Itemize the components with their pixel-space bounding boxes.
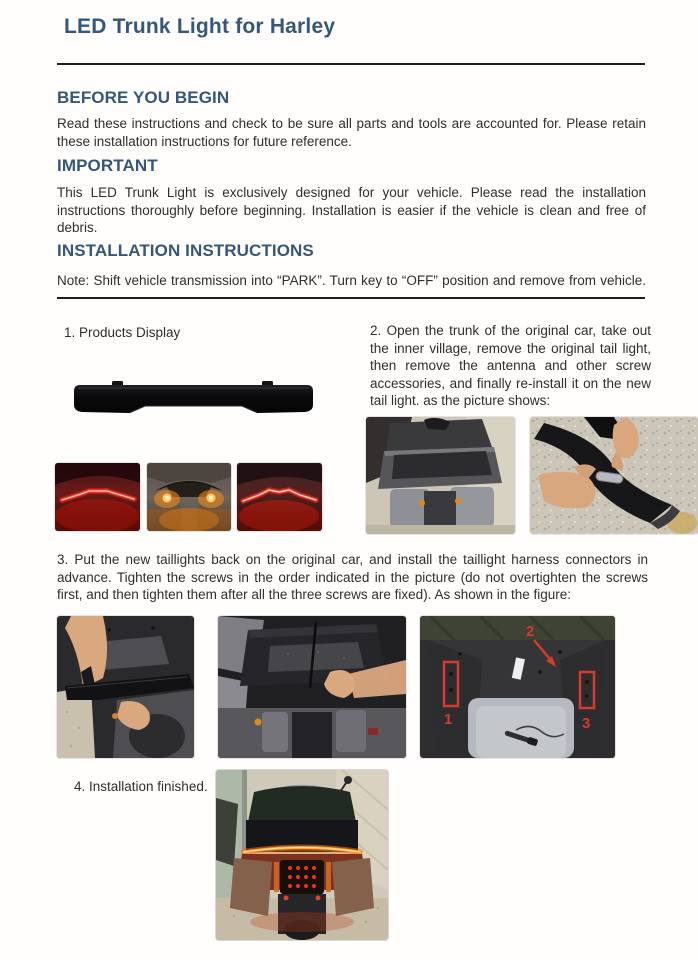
led-demo-amber-photo [147, 463, 231, 531]
step3-text: 3. Put the new taillights back on the original car, and install the taillight harness connectors in advance. Tighten the screws in the order indicated in the picture (do not overtighten the screws first, and then tighten them after all the three screws are fixed). As shown in the figure: [57, 552, 648, 603]
section-heading-before-you-begin: BEFORE YOU BEGIN [57, 88, 230, 107]
divider [57, 63, 645, 65]
step3-photo-screw-order-diagram [420, 616, 615, 758]
screw-order-label-3: 3 [582, 715, 591, 732]
section-heading-important: IMPORTANT [57, 156, 158, 175]
step2-photo-open-trunk [366, 417, 515, 534]
before-you-begin-text: Read these instructions and check to be sure all parts and tools are accounted for. Please retain these installation instructions for future reference. [57, 116, 646, 149]
step2-text: 2. Open the trunk of the original car, take out the inner village, remove the original tail light, then remove the antenna and other screw accessories, and finally re-install it on the new tail light. as the picture shows: [370, 323, 651, 409]
step3-photo-attach-taillight-bar [57, 616, 194, 758]
led-demo-red-photo-2 [237, 463, 322, 531]
step4-photo-finished-installation [216, 770, 388, 940]
trunk-light-bar-drawing [72, 380, 315, 416]
important-text: This LED Trunk Light is exclusively designed for your vehicle. Please read the installation instructions thoroughly before beginning. Installation is easier if the vehicle is clean and free of debris. [57, 185, 646, 236]
step3-photo-hold-trunk-antenna [218, 616, 406, 758]
step2-photo-hands-install-hardware [530, 417, 698, 534]
step4-label: 4. Installation finished. [74, 779, 208, 794]
divider [57, 297, 645, 299]
screw-order-label-2: 2 [526, 623, 535, 640]
page-title: LED Trunk Light for Harley [64, 15, 336, 38]
screw-order-label-1: 1 [444, 711, 453, 728]
installation-note-text: Note: Shift vehicle transmission into “PARK”. Turn key to “OFF” position and remove from vehicle. [57, 273, 646, 288]
product-trunk-light-image [72, 380, 315, 416]
step1-label: 1. Products Display [64, 325, 181, 340]
section-heading-installation-instructions: INSTALLATION INSTRUCTIONS [57, 241, 314, 260]
led-demo-red-photo-1 [55, 463, 140, 531]
